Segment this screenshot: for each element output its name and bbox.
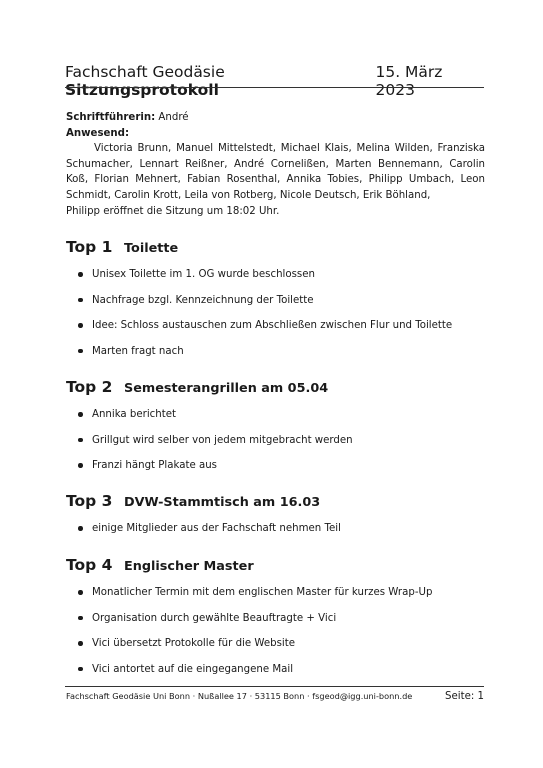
present-label: Anwesend: — [66, 127, 130, 139]
header-date: 15. März 2023 — [375, 63, 443, 99]
footer-divider — [65, 686, 484, 687]
section-top-3 — [66, 492, 485, 549]
section-number: Top 4 — [66, 556, 113, 574]
list-item-text: Vici übersetzt Protokolle für die Website — [92, 638, 295, 649]
section-top-4 — [66, 556, 485, 689]
list-item — [66, 613, 485, 639]
section-title: Semesterangrillen am 05.04 — [124, 381, 329, 396]
header-org: Fachschaft Geodäsie — [65, 63, 225, 81]
list-item — [66, 638, 485, 664]
bullet-icon — [78, 323, 83, 328]
page-number: Seite: 1 — [445, 691, 484, 702]
list-item — [66, 346, 485, 372]
section-top-2 — [66, 378, 485, 486]
bullet-icon — [78, 438, 83, 443]
meta-block — [66, 110, 485, 204]
list-item — [66, 435, 485, 461]
list-item-text: Unisex Toilette im 1. OG wurde beschlossen — [92, 269, 315, 280]
section-heading — [66, 238, 485, 256]
writer-line — [66, 110, 485, 126]
list-item-text: Marten fragt nach — [92, 345, 184, 357]
section-number: Top 2 — [66, 378, 113, 396]
bullet-icon — [78, 272, 83, 277]
attendee-list: Victoria Brunn, Manuel Mittelstedt, Michael Klais, Melina Wilden, Franziska Schumacher, Lennart Reißner, André Cornelißen, Marten Bennemann, Carolin Koß, Florian Mehnert, Fabian Rosenthal, Annika Tobies, Philipp Umbach, Leon Schmidt, Carolin Krott, Leila von Rotberg, Nicole Deutsch, Erik Böhland, — [66, 143, 485, 201]
list-item — [66, 269, 485, 295]
section-heading — [66, 492, 485, 510]
bullet-icon — [78, 667, 83, 672]
bullet-list — [66, 523, 485, 549]
list-item — [66, 320, 485, 346]
writer-name: André — [158, 112, 189, 123]
bullet-icon — [78, 412, 83, 417]
list-item-text: Vici antortet auf die eingegangene Mail — [92, 663, 294, 675]
section-title: Englischer Master — [124, 559, 254, 574]
bullet-list — [66, 587, 485, 689]
writer-label: Schriftführerin: — [66, 112, 156, 123]
bullet-icon — [78, 616, 83, 621]
bullet-icon — [78, 590, 83, 595]
bullet-icon — [78, 641, 83, 646]
section-heading — [66, 378, 485, 396]
list-item-text: Annika berichtet — [92, 409, 176, 420]
list-item — [66, 460, 485, 486]
list-item-text: Monatlicher Termin mit dem englischen Master für kurzes Wrap-Up — [92, 587, 433, 598]
list-item-text: Franzi hängt Plakate aus — [92, 460, 217, 471]
header-divider — [65, 87, 484, 88]
list-item — [66, 409, 485, 435]
opening-line: Philipp eröffnet die Sitzung um 18:02 Uhr. — [66, 206, 280, 217]
bullet-icon — [78, 349, 83, 354]
page-footer — [66, 691, 484, 702]
list-item — [66, 587, 485, 613]
bullet-list — [66, 269, 485, 371]
section-top-1 — [66, 238, 485, 371]
page-header — [65, 63, 484, 99]
list-item-text: einige Mitglieder aus der Fachschaft nehmen Teil — [92, 523, 341, 534]
bullet-icon — [78, 463, 83, 468]
list-item — [66, 295, 485, 321]
header-title — [65, 63, 375, 99]
section-heading — [66, 556, 485, 574]
header-doc-type: Sitzungsprotokoll — [65, 81, 219, 99]
list-item — [66, 523, 485, 549]
list-item-text: Nachfrage bzgl. Kennzeichnung der Toilette — [92, 294, 314, 306]
section-title: DVW-Stammtisch am 16.03 — [124, 495, 321, 510]
section-number: Top 3 — [66, 492, 113, 510]
section-number: Top 1 — [66, 238, 113, 256]
list-item-text: Organisation durch gewählte Beauftragte + Vici — [92, 612, 337, 624]
bullet-icon — [78, 526, 83, 531]
footer-address: Fachschaft Geodäsie Uni Bonn · Nußallee 17 · 53115 Bonn · fsgeod@igg.uni-bonn.de — [66, 691, 413, 701]
bullet-list — [66, 409, 485, 486]
list-item-text: Idee: Schloss austauschen zum Abschließen zwischen Flur und Toilette — [92, 320, 453, 331]
bullet-icon — [78, 298, 83, 303]
list-item-text: Grillgut wird selber von jedem mitgebracht werden — [92, 434, 353, 446]
section-title: Toilette — [124, 241, 179, 256]
